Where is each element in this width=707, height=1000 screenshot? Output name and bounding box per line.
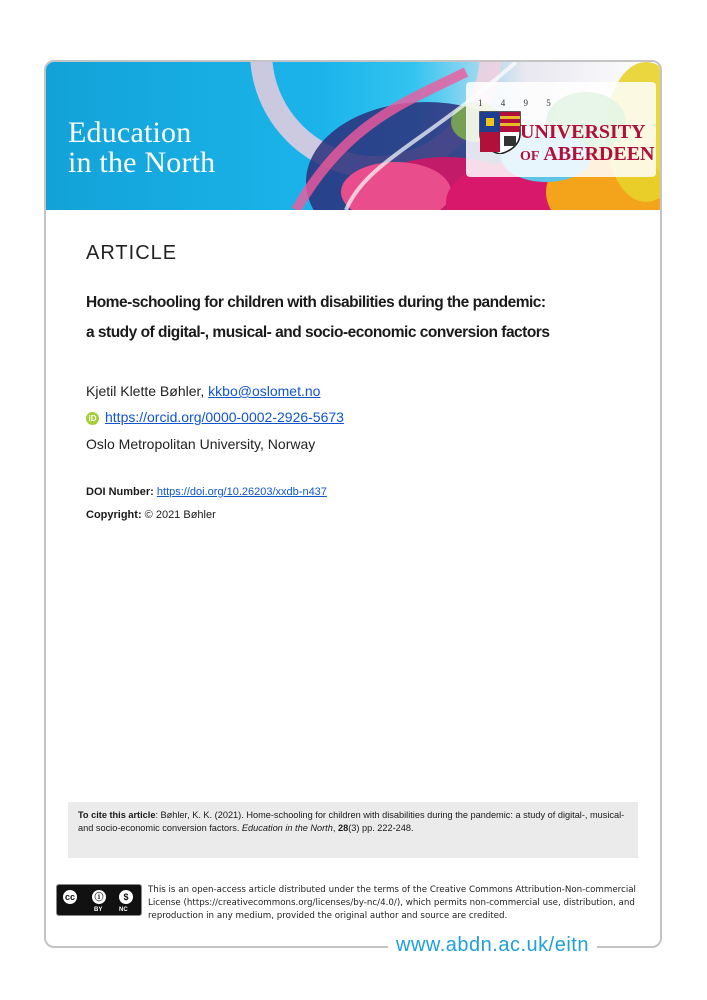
doi-link[interactable]: https://doi.org/10.26203/xxdb-n437 [156, 486, 327, 498]
university-line2: ABERDEEN [543, 143, 655, 165]
orcid-icon: iD [86, 412, 99, 425]
author-affiliation: Oslo Metropolitan University, Norway [86, 436, 316, 452]
doi-line [86, 486, 327, 498]
cc-license-badge[interactable] [56, 884, 142, 916]
license-text: This is an open-access article distributed under the terms of the Creative Commons Attribution-Non-commercial License (https://creativecommons.org/licenses/by-nc/4.0/), which permits non-commercial use, distribution, and reproduction in any medium, provided the original author and source are credited. [148, 885, 636, 921]
author-name: Kjetil Klette Bøhler, [86, 383, 205, 399]
university-of: OF [520, 149, 540, 164]
citation-volume: 28 [337, 823, 349, 833]
badge-nc-label: NC [119, 907, 128, 913]
journal-title [68, 118, 215, 178]
journal-title-line2: in the North [68, 146, 216, 179]
citation-text: : Bøhler, K. K. (2021). Home-schooling for children with disabilities during the pandemic: a study of digital-, musical- and socio-economic conversion factors. [78, 810, 625, 833]
citation-box [68, 802, 638, 858]
orcid-link[interactable]: https://orcid.org/0000-0002-2926-5673 [105, 409, 344, 425]
author-line [86, 383, 320, 399]
article-title-line2: a study of digital-, musical- and socio-economic conversion factors [86, 324, 550, 341]
journal-website-url[interactable]: www.abdn.ac.uk/eitn [388, 934, 597, 957]
university-name [520, 121, 655, 168]
crest-icon [478, 110, 522, 154]
journal-banner [46, 62, 660, 210]
attribution-icon: ⓘ [90, 888, 108, 906]
section-label: ARTICLE [86, 242, 178, 264]
doi-label: DOI Number: [86, 486, 154, 498]
citation-journal: Education in the North [241, 823, 333, 833]
article-title-line1: Home-schooling for children with disabilities during the pandemic: [86, 294, 546, 311]
author-email-link[interactable]: kkbo@oslomet.no [208, 383, 321, 399]
citation-pages: (3) pp. 222-248. [348, 823, 414, 833]
journal-title-line1: Education [68, 116, 192, 149]
badge-by-label: BY [94, 907, 103, 913]
noncommercial-icon: $ [117, 888, 135, 906]
copyright-label: Copyright: [86, 509, 142, 521]
university-years: 1 4 9 5 [478, 98, 559, 108]
university-line1: UNIVERSITY [520, 121, 646, 143]
university-logo [478, 98, 655, 168]
copyright-value: © 2021 Bøhler [144, 509, 216, 521]
citation-label: To cite this article [78, 810, 156, 820]
article-title [86, 288, 616, 348]
orcid-row [86, 409, 344, 425]
copyright-line [86, 509, 216, 521]
cc-icon: cc [61, 888, 79, 906]
citation-sep: , [332, 823, 338, 833]
